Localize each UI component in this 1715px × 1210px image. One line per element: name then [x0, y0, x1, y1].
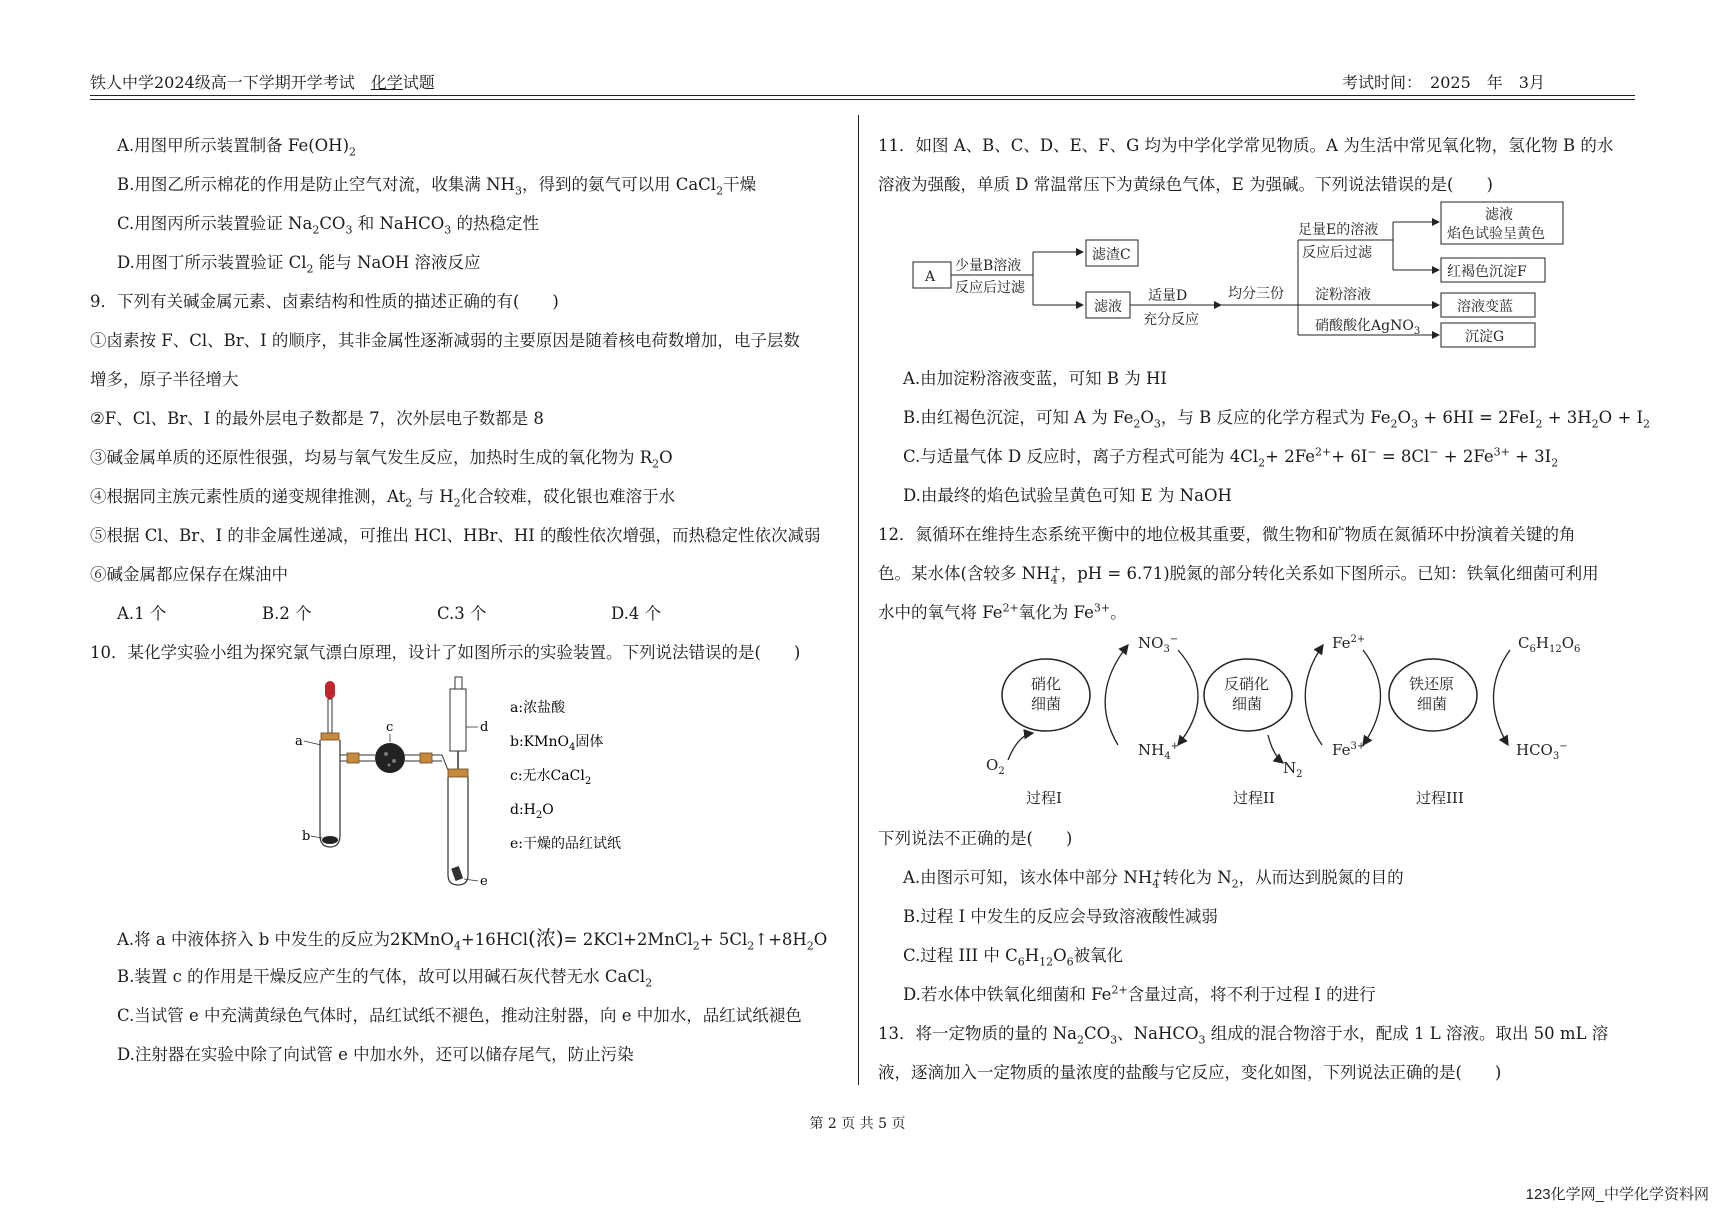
- q13-stem-line1: 13．将一定物质的量的 $Na_2CO_3$、NaHCO$_3$ 组成的混合物溶于水，配成 1 L 溶液。取出 50 mL 溶: [878, 1024, 1609, 1047]
- svg-text:A: A: [925, 269, 936, 285]
- q11-option-c: C.与适量气体 D 反应时，离子方程式可能为 $4Cl_2+ 2Fe^{2+}+ 6I^- = 8Cl^- + 2Fe^{3+} + 3I_2$: [903, 445, 1559, 470]
- legend-b: b:KMnO$_4$固体: [510, 734, 604, 753]
- branch3-label: 硝酸酸化AgNO$_3$: [1315, 318, 1421, 337]
- svg-text:细菌: 细菌: [1417, 695, 1448, 713]
- q12-ask: 下列说法不正确的是( ): [878, 829, 1073, 848]
- q9-option-a: A.1 个: [117, 604, 167, 623]
- q8-option-c: C.用图丙所示装置验证 $Na_2CO_3$ 和 NaHCO$_3$ 的热稳定性: [117, 214, 540, 237]
- species-fe2: $Fe^{2+}$: [1332, 634, 1366, 652]
- species-no3: $NO_3^-$: [1138, 634, 1179, 655]
- exam-title: 铁人中学2024级高一下学期开学考试 化学试题: [90, 73, 435, 92]
- q12-option-c: C.过程 III 中 $C_6H_{12}O_6$被氧化: [903, 946, 1124, 969]
- page-number: 第 2 页 共 5 页: [809, 1116, 906, 1132]
- svg-text:焰色试验呈黄色: 焰色试验呈黄色: [1447, 226, 1545, 242]
- q11-option-a: A.由加淀粉溶液变蓝，可知 B 为 HI: [903, 369, 1167, 388]
- q11-option-d: D.由最终的焰色试验呈黄色可知 E 为 NaOH: [903, 486, 1232, 505]
- svg-text:反硝化: 反硝化: [1224, 675, 1270, 693]
- subject-name: 化学: [370, 73, 403, 92]
- species-n2: $N_2$: [1283, 759, 1303, 780]
- watermark: 123化学网_中学化学资料网: [1525, 1186, 1709, 1203]
- svg-text:沉淀G: 沉淀G: [1465, 329, 1505, 345]
- q9-option-d: D.4 个: [611, 604, 662, 623]
- branch2-label: 淀粉溶液: [1315, 287, 1371, 303]
- q11-flowchart: [903, 200, 1463, 350]
- q9-statement-6: ⑥碱金属都应保存在煤油中: [90, 565, 288, 584]
- svg-text:滤渣C: 滤渣C: [1092, 247, 1131, 263]
- q11-stem-line1: 11．如图 A、B、C、D、E、F、G 均为中学化学常见物质。A 为生活中常见氧化物，氢化物 B 的水: [878, 136, 1614, 155]
- q8-option-d: D.用图丁所示装置验证 $Cl_2$ 能与 NaOH 溶液反应: [117, 253, 481, 276]
- q9-statement-1: ①卤素按 F、Cl、Br、I 的顺序，其非金属性逐渐减弱的主要原因是随着核电荷数增加，电子层数: [90, 331, 800, 350]
- q10-option-a: A.将 a 中液体挤入 b 中发生的反应为2KMnO$_4$+16HCl(浓)= 2KCl+2MnCl$_2$+ $5Cl_2↑+8H_2O$: [117, 926, 828, 953]
- split-label: 均分三份: [1228, 286, 1284, 302]
- svg-text:滤液: 滤液: [1485, 207, 1513, 223]
- q11-flowchart-outputs: [1441, 200, 1591, 350]
- label-b: b: [302, 829, 311, 844]
- dropper-bulb: [325, 681, 335, 699]
- q9-option-c: C.3 个: [437, 604, 487, 623]
- label-a: a: [295, 734, 303, 749]
- q9-statement-4: ④根据同主族元素性质的递变规律推测，$At_2$ 与 $H_2$化合较难，砹化银也难溶于水: [90, 487, 676, 510]
- step2-top: 适量D: [1148, 288, 1188, 304]
- q9-option-b: B.2 个: [262, 604, 312, 623]
- exam-time: 考试时间： 2025 年 3月: [1342, 73, 1545, 92]
- svg-text:滤液: 滤液: [1094, 299, 1122, 315]
- q11-stem-line2: 溶液为强酸，单质 D 常温常压下为黄绿色气体，E 为强碱。下列说法错误的是( ): [878, 175, 1493, 194]
- step2-bottom: 充分反应: [1143, 312, 1199, 328]
- species-hco3: $HCO_3^-$: [1516, 741, 1568, 762]
- legend-e: e:干燥的品红试纸: [510, 836, 622, 852]
- q9-statement-3: ③碱金属单质的还原性很强，均易与氧气发生反应，加热时生成的氧化物为 $R_2O$: [90, 448, 673, 471]
- q13-stem-line2: 液，逐滴加入一定物质的量浓度的盐酸与它反应，变化如图，下列说法正确的是( ): [878, 1063, 1502, 1082]
- left-column: [0, 0, 858, 1100]
- legend-d: $d:H_2O$: [510, 802, 554, 821]
- svg-text:红褐色沉淀F: 红褐色沉淀F: [1447, 264, 1527, 280]
- step1-top: 少量B溶液: [955, 258, 1022, 274]
- q10-apparatus-figure: [290, 675, 660, 900]
- process-1-label: 过程I: [1026, 789, 1062, 807]
- q9-statement-5: ⑤根据 Cl、Br、I 的非金属性递减，可推出 HCl、HBr、HI 的酸性依次增强，而热稳定性依次减弱: [90, 526, 821, 545]
- test-paper-e: [451, 866, 463, 881]
- q12-stem-line3: 水中的氧气将 $Fe^{2+}$氧化为 $Fe^{3+}$。: [878, 601, 1127, 622]
- q9-stem: 9．下列有关碱金属元素、卤素结构和性质的描述正确的有( ): [90, 292, 559, 311]
- q9-statement-2: ②F、Cl、Br、I 的最外层电子数都是 7，次外层电子数都是 8: [90, 409, 544, 428]
- q12-nitrogen-cycle-figure: [938, 625, 1581, 810]
- svg-text:溶液变蓝: 溶液变蓝: [1457, 299, 1513, 315]
- q10-option-c: C.当试管 e 中充满黄绿色气体时，品红试纸不褪色，推动注射器，向 e 中加水，品红试纸褪色: [117, 1006, 802, 1025]
- legend-c: c:无水CaCl$_2$: [510, 768, 592, 787]
- label-d: d: [480, 720, 489, 735]
- q10-stem: 10．某化学实验小组为探究氯气漂白原理，设计了如图所示的实验装置。下列说法错误的是( ): [90, 643, 801, 662]
- q12-option-b: B.过程 I 中发生的反应会导致溶液酸性减弱: [903, 907, 1218, 926]
- q12-option-a: A.由图示可知，该水体中部分 $NH_4^+$转化为 $N_2$，从而达到脱氮的目的: [903, 866, 1404, 891]
- step1-bottom: 反应后过滤: [955, 280, 1025, 296]
- label-c: c: [386, 720, 394, 735]
- q9-statement-1-cont: 增多，原子半径增大: [90, 370, 239, 389]
- process-3-label: 过程III: [1416, 789, 1464, 807]
- species-o2: $O_2$: [986, 756, 1005, 777]
- q8-option-b: B.用图乙所示棉花的作用是防止空气对流，收集满 $NH_3$，得到的氨气可以用 CaCl$_2$干燥: [117, 175, 757, 198]
- legend-a: a:浓盐酸: [510, 700, 566, 716]
- branch1-top: 足量E的溶液: [1298, 222, 1379, 238]
- q12-stem-line2: 色。某水体(含较多 $NH_4^+$，pH = 6.71)脱氮的部分转化关系如下图所示。已知：铁氧化细菌可利用: [878, 562, 1599, 587]
- q10-option-b: B.装置 c 的作用是干燥反应产生的气体，故可以用碱石灰代替无水 CaCl$_2$: [117, 967, 653, 990]
- q12-stem-line1: 12．氮循环在维持生态系统平衡中的地位极其重要，微生物和矿物质在氮循环中扮演着关键的角: [878, 525, 1576, 544]
- q11-option-b: B.由红褐色沉淀，可知 A 为 $Fe_2O_3$，与 B 反应的化学方程式为 $Fe_2O_3 + 6HI = 2FeI_2 + 3H_2O + I_2$: [903, 408, 1651, 431]
- branch1-bottom: 反应后过滤: [1302, 245, 1372, 261]
- q10-option-d: D.注射器在实验中除了向试管 e 中加水外，还可以储存尾气，防止污染: [117, 1045, 634, 1064]
- species-nh4: $NH_4^+$: [1138, 741, 1179, 762]
- species-glucose: $C_6H_{12}O_6$: [1518, 634, 1581, 655]
- process-2-label: 过程II: [1233, 789, 1275, 807]
- q12-option-d: D.若水体中铁氧化细菌和 $Fe^{2+}$含量过高，将不利于过程 I 的进行: [903, 983, 1376, 1004]
- svg-text:硝化: 硝化: [1031, 675, 1062, 693]
- label-e: e: [480, 874, 488, 889]
- q8-option-a: A.用图甲所示装置制备 $Fe(OH)_2$: [117, 136, 357, 159]
- svg-text:铁还原: 铁还原: [1409, 675, 1455, 693]
- svg-text:细菌: 细菌: [1232, 695, 1263, 713]
- species-fe3: $Fe^{3+}$: [1332, 741, 1366, 759]
- svg-text:细菌: 细菌: [1031, 695, 1062, 713]
- right-column: [858, 0, 1658, 1100]
